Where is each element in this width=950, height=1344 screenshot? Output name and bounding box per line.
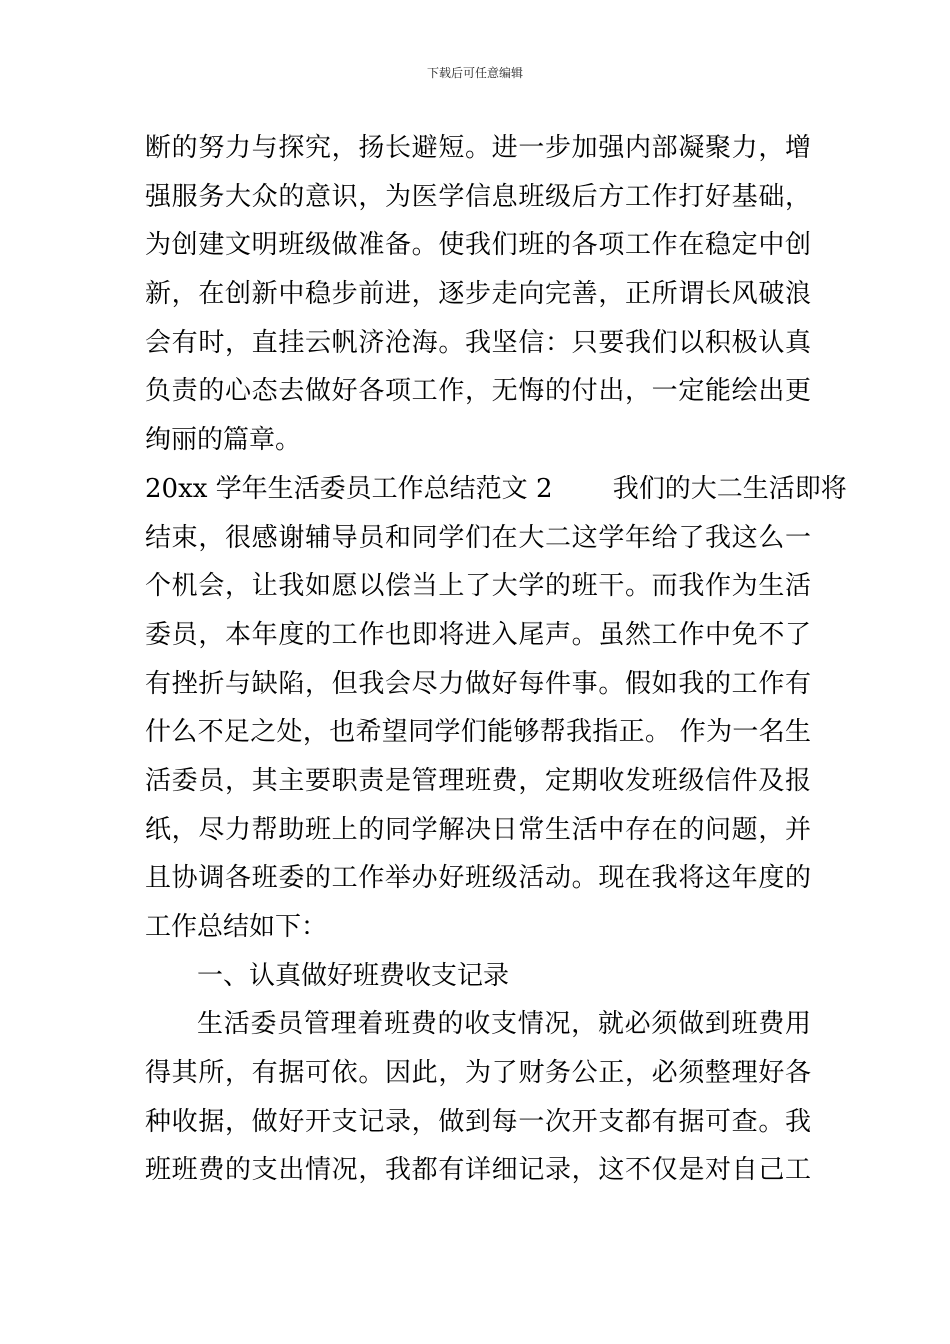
text-line: 种收据，做好开支记录，做到每一次开支都有据可查。我 [145, 1106, 811, 1137]
subheading: 一、认真做好班费收支记录 [197, 960, 510, 991]
text-line: 委员，本年度的工作也即将进入尾声。虽然工作中免不了 [145, 619, 811, 650]
text-line: 为创建文明班级做准备。使我们班的各项工作在稳定中创 [145, 230, 811, 261]
text-line: 班班费的支出情况，我都有详细记录，这不仅是对自己工 [145, 1155, 811, 1186]
text-line: 得其所，有据可依。因此，为了财务公正，必须整理好各 [145, 1058, 811, 1089]
text-line: 结束，很感谢辅导员和同学们在大二这学年给了我这么一 [145, 522, 811, 553]
text-line: 有挫折与缺陷，但我会尽力做好每件事。假如我的工作有 [145, 668, 811, 699]
text-line: 活委员，其主要职责是管理班费，定期收发班级信件及报 [145, 765, 811, 796]
text-line: 绚丽的篇章。 [145, 425, 302, 456]
text-line: 生活委员管理着班费的收支情况，就必须做到班费用 [197, 1009, 811, 1040]
text-line: 会有时，直挂云帆济沧海。我坚信：只要我们以积极认真 [145, 327, 811, 358]
text-line: 断的努力与探究，扬长避短。进一步加强内部凝聚力，增 [145, 133, 811, 163]
section-heading-line: 20xx 学年生活委员工作总结范文 2 我们的大二生活即将 [145, 473, 847, 504]
text-line: 什么不足之处，也希望同学们能够帮我指正。 作为一名生 [145, 717, 811, 748]
text-line: 纸，尽力帮助班上的同学解决日常生活中存在的问题，并 [145, 814, 811, 845]
text-line: 负责的心态去做好各项工作，无悔的付出，一定能绘出更 [145, 376, 811, 407]
text-line: 工作总结如下： [145, 912, 328, 942]
document-body [145, 124, 847, 1195]
text-line: 个机会，让我如愿以偿当上了大学的班干。而我作为生活 [145, 571, 811, 602]
text-line: 且协调各班委的工作举办好班级活动。现在我将这年度的 [145, 863, 811, 894]
text-line: 新，在创新中稳步前进，逐步走向完善，正所谓长风破浪 [145, 279, 811, 310]
page-header: 下载后可任意编辑 [426, 66, 523, 80]
text-line: 强服务大众的意识，为医学信息班级后方工作打好基础， [145, 181, 811, 212]
